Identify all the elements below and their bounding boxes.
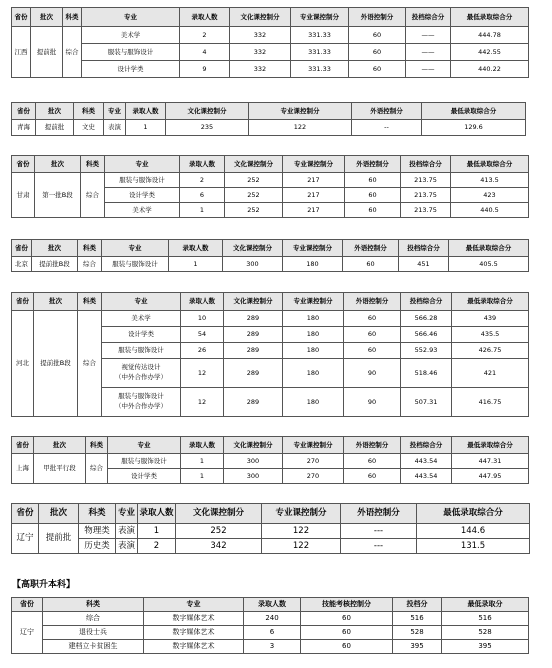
toudang-score-cell: 518.46 xyxy=(401,359,452,388)
header-cell: 批次 xyxy=(39,504,79,524)
header-cell: 专业课控制分 xyxy=(283,156,345,173)
foreign-score-cell: --- xyxy=(341,524,417,539)
min-score-cell: 516 xyxy=(442,612,529,626)
header-cell: 专业 xyxy=(105,156,180,173)
count-cell: 2 xyxy=(180,27,230,44)
header-cell: 投档分 xyxy=(393,598,442,612)
major-cell: 美术学 xyxy=(82,27,180,44)
subject-cell: 物理类 xyxy=(79,524,116,539)
header-cell: 最低录取综合分 xyxy=(451,156,529,173)
header-cell: 录取人数 xyxy=(180,8,230,27)
batch-cell: 提前批 xyxy=(31,27,63,78)
table-higher-vocational-liaoning xyxy=(11,597,529,654)
province-cell: 辽宁 xyxy=(12,612,43,654)
province-cell: 辽宁 xyxy=(12,524,39,554)
count-cell: 6 xyxy=(244,626,301,640)
count-cell: 1 xyxy=(181,454,224,469)
culture-score-cell: 300 xyxy=(223,257,283,272)
header-cell: 投档综合分 xyxy=(406,8,451,27)
major-cell: 服装与服饰设计 xyxy=(105,173,180,188)
culture-score-cell: 289 xyxy=(224,388,283,417)
pro-score-cell: 217 xyxy=(283,203,345,218)
header-cell: 批次 xyxy=(36,103,74,120)
table-row xyxy=(12,61,529,78)
header-cell: 专业 xyxy=(116,504,138,524)
header-cell: 批次 xyxy=(34,293,78,311)
subject-cell: 文史 xyxy=(74,120,104,136)
header-cell: 专业课控制分 xyxy=(283,293,344,311)
count-cell: 1 xyxy=(180,203,225,218)
table-row xyxy=(12,539,530,554)
count-cell: 1 xyxy=(126,120,166,136)
pro-score-cell: 180 xyxy=(283,359,344,388)
major-cell: 数字媒体艺术 xyxy=(144,626,244,640)
pro-score-cell: 180 xyxy=(283,327,344,343)
major-cell: 美术学 xyxy=(105,203,180,218)
toudang-score-cell: 443.54 xyxy=(401,454,452,469)
count-cell: 1 xyxy=(138,524,176,539)
header-cell: 批次 xyxy=(34,437,86,454)
table-qinghai xyxy=(11,102,526,136)
province-cell: 甘肃 xyxy=(12,173,35,218)
batch-cell: 第一批B段 xyxy=(35,173,81,218)
batch-cell: 提前批B段 xyxy=(34,311,78,417)
major-cell: 数字媒体艺术 xyxy=(144,640,244,654)
header-cell: 专业 xyxy=(144,598,244,612)
pro-score-cell: 180 xyxy=(283,311,344,327)
culture-score-cell: 332 xyxy=(230,61,291,78)
min-score-cell: 444.78 xyxy=(451,27,529,44)
culture-score-cell: 332 xyxy=(230,44,291,61)
foreign-score-cell: 60 xyxy=(345,203,401,218)
min-score-cell: 447.95 xyxy=(452,469,529,484)
header-cell: 外语控制分 xyxy=(345,156,401,173)
min-score-cell: 395 xyxy=(442,640,529,654)
batch-cell: 提前批 xyxy=(39,524,79,554)
major-line: 视觉传达设计 xyxy=(121,363,161,372)
table-shanghai xyxy=(11,436,529,484)
toudang-score-cell: 552.93 xyxy=(401,343,452,359)
header-cell: 录取人数 xyxy=(244,598,301,612)
major-cell: 表演 xyxy=(116,539,138,554)
count-cell: 12 xyxy=(181,359,224,388)
pro-score-cell: 217 xyxy=(283,188,345,203)
subject-cell: 退役士兵 xyxy=(43,626,144,640)
header-cell: 外语控制分 xyxy=(344,437,401,454)
count-cell: 3 xyxy=(244,640,301,654)
foreign-score-cell: 60 xyxy=(344,311,401,327)
subject-cell: 综合 xyxy=(81,173,105,218)
culture-score-cell: 289 xyxy=(224,343,283,359)
culture-score-cell: 300 xyxy=(224,454,283,469)
foreign-score-cell: --- xyxy=(341,539,417,554)
skill-score-cell: 60 xyxy=(301,640,393,654)
header-cell: 批次 xyxy=(35,156,81,173)
min-score-cell: 440.22 xyxy=(451,61,529,78)
subject-cell: 历史类 xyxy=(79,539,116,554)
header-cell: 外语控制分 xyxy=(349,8,406,27)
table-row xyxy=(12,612,529,626)
min-score-cell: 129.6 xyxy=(422,120,526,136)
toudang-score-cell: 528 xyxy=(393,626,442,640)
province-cell: 河北 xyxy=(12,311,34,417)
header-cell: 批次 xyxy=(32,240,78,257)
subject-cell: 综合 xyxy=(78,257,102,272)
header-cell: 科类 xyxy=(78,240,102,257)
header-cell: 专业 xyxy=(102,240,169,257)
count-cell: 240 xyxy=(244,612,301,626)
province-cell: 北京 xyxy=(12,257,32,272)
toudang-score-cell: 516 xyxy=(393,612,442,626)
pro-score-cell: 180 xyxy=(283,257,343,272)
table-beijing xyxy=(11,239,529,272)
batch-cell: 提前批 xyxy=(36,120,74,136)
subject-cell: 综合 xyxy=(78,311,102,417)
foreign-score-cell: 60 xyxy=(344,454,401,469)
header-cell: 专业课控制分 xyxy=(283,240,343,257)
pro-score-cell: 122 xyxy=(262,539,341,554)
header-cell: 文化课控制分 xyxy=(225,156,283,173)
header-cell: 录取人数 xyxy=(181,293,224,311)
count-cell: 4 xyxy=(180,44,230,61)
min-score-cell: 405.5 xyxy=(449,257,529,272)
header-cell: 科类 xyxy=(79,504,116,524)
toudang-score-cell: —— xyxy=(406,44,451,61)
min-score-cell: 440.5 xyxy=(451,203,529,218)
min-score-cell: 423 xyxy=(451,188,529,203)
min-score-cell: 447.31 xyxy=(452,454,529,469)
major-cell: 数字媒体艺术 xyxy=(144,612,244,626)
min-score-cell: 413.5 xyxy=(451,173,529,188)
major-cell: 设计学类 xyxy=(102,327,181,343)
header-cell: 文化课控制分 xyxy=(223,240,283,257)
header-cell: 最低录取综合分 xyxy=(417,504,530,524)
count-cell: 12 xyxy=(181,388,224,417)
foreign-score-cell: 60 xyxy=(349,61,406,78)
culture-score-cell: 252 xyxy=(176,524,262,539)
toudang-score-cell: 566.46 xyxy=(401,327,452,343)
header-cell: 专业 xyxy=(108,437,181,454)
major-cell: 美术学 xyxy=(102,311,181,327)
pro-score-cell: 331.33 xyxy=(291,44,349,61)
pro-score-cell: 270 xyxy=(283,469,344,484)
subject-cell: 建档立卡贫困生 xyxy=(43,640,144,654)
culture-score-cell: 289 xyxy=(224,327,283,343)
pro-score-cell: 331.33 xyxy=(291,27,349,44)
culture-score-cell: 235 xyxy=(166,120,249,136)
min-score-cell: 439 xyxy=(452,311,529,327)
foreign-score-cell: 60 xyxy=(344,469,401,484)
foreign-score-cell: 60 xyxy=(344,343,401,359)
min-score-cell: 435.5 xyxy=(452,327,529,343)
major-cell xyxy=(102,388,181,417)
header-cell: 省份 xyxy=(12,504,39,524)
header-cell: 省份 xyxy=(12,103,36,120)
pro-score-cell: 122 xyxy=(262,524,341,539)
header-cell: 专业 xyxy=(102,293,181,311)
table-row xyxy=(12,524,530,539)
header-cell: 录取人数 xyxy=(180,156,225,173)
header-cell: 最低录取分 xyxy=(442,598,529,612)
culture-score-cell: 342 xyxy=(176,539,262,554)
header-cell: 科类 xyxy=(74,103,104,120)
count-cell: 2 xyxy=(138,539,176,554)
pro-score-cell: 180 xyxy=(283,343,344,359)
header-cell: 科类 xyxy=(78,293,102,311)
header-cell: 录取人数 xyxy=(181,437,224,454)
culture-score-cell: 252 xyxy=(225,203,283,218)
header-cell: 文化课控制分 xyxy=(176,504,262,524)
count-cell: 54 xyxy=(181,327,224,343)
major-cell: 服装与服饰设计 xyxy=(102,343,181,359)
culture-score-cell: 252 xyxy=(225,188,283,203)
batch-cell: 甲批平行段 xyxy=(34,454,86,484)
subject-cell: 综合 xyxy=(43,612,144,626)
header-cell: 录取人数 xyxy=(126,103,166,120)
header-cell: 省份 xyxy=(12,598,43,612)
header-cell: 文化课控制分 xyxy=(166,103,249,120)
min-score-cell: 426.75 xyxy=(452,343,529,359)
toudang-score-cell: 213.75 xyxy=(401,173,451,188)
header-cell: 专业课控制分 xyxy=(283,437,344,454)
toudang-score-cell: 443.54 xyxy=(401,469,452,484)
pro-score-cell: 180 xyxy=(283,388,344,417)
major-cell: 表演 xyxy=(116,524,138,539)
min-score-cell: 442.55 xyxy=(451,44,529,61)
header-cell: 最低录取综合分 xyxy=(451,8,529,27)
header-cell: 省份 xyxy=(12,293,34,311)
section-title: 【高职升本科】 xyxy=(12,580,76,590)
table-row xyxy=(12,640,529,654)
toudang-score-cell: —— xyxy=(406,61,451,78)
major-cell: 设计学类 xyxy=(108,469,181,484)
header-cell: 省份 xyxy=(12,437,34,454)
header-cell: 外语控制分 xyxy=(344,293,401,311)
header-cell: 文化课控制分 xyxy=(230,8,291,27)
toudang-score-cell: 395 xyxy=(393,640,442,654)
major-cell: 设计学类 xyxy=(82,61,180,78)
header-cell: 专业课控制分 xyxy=(249,103,352,120)
header-cell: 最低录取综合分 xyxy=(452,293,529,311)
min-score-cell: 131.5 xyxy=(417,539,530,554)
header-cell: 专业 xyxy=(104,103,126,120)
pro-score-cell: 217 xyxy=(283,173,345,188)
subject-cell: 综合 xyxy=(86,454,108,484)
toudang-score-cell: 566.28 xyxy=(401,311,452,327)
foreign-score-cell: -- xyxy=(352,120,422,136)
header-cell: 录取人数 xyxy=(169,240,223,257)
count-cell: 1 xyxy=(181,469,224,484)
major-cell: 表演 xyxy=(104,120,126,136)
skill-score-cell: 60 xyxy=(301,612,393,626)
major-cell: 服装与服饰设计 xyxy=(82,44,180,61)
foreign-score-cell: 60 xyxy=(349,27,406,44)
header-cell: 外语控制分 xyxy=(341,504,417,524)
province-cell: 江西 xyxy=(12,27,31,78)
header-cell: 科类 xyxy=(63,8,82,27)
province-cell: 青海 xyxy=(12,120,36,136)
toudang-score-cell: 213.75 xyxy=(401,203,451,218)
toudang-score-cell: 451 xyxy=(399,257,449,272)
foreign-score-cell: 90 xyxy=(344,359,401,388)
header-cell: 省份 xyxy=(12,240,32,257)
count-cell: 1 xyxy=(169,257,223,272)
count-cell: 10 xyxy=(181,311,224,327)
header-cell: 科类 xyxy=(81,156,105,173)
toudang-score-cell: 213.75 xyxy=(401,188,451,203)
count-cell: 6 xyxy=(180,188,225,203)
min-score-cell: 416.75 xyxy=(452,388,529,417)
foreign-score-cell: 60 xyxy=(345,173,401,188)
header-cell: 省份 xyxy=(12,156,35,173)
min-score-cell: 144.6 xyxy=(417,524,530,539)
header-cell: 专业课控制分 xyxy=(262,504,341,524)
culture-score-cell: 252 xyxy=(225,173,283,188)
table-row xyxy=(12,120,526,136)
foreign-score-cell: 60 xyxy=(343,257,399,272)
header-cell: 最低录取综合分 xyxy=(422,103,526,120)
header-cell: 外语控制分 xyxy=(352,103,422,120)
header-cell: 投档综合分 xyxy=(399,240,449,257)
major-note: （中外合作办学） xyxy=(115,373,167,381)
header-cell: 文化课控制分 xyxy=(224,293,283,311)
major-note: （中外合作办学） xyxy=(115,402,167,410)
table-gansu xyxy=(11,155,529,218)
header-cell: 专业 xyxy=(82,8,180,27)
header-cell: 省份 xyxy=(12,8,31,27)
header-cell: 最低录取综合分 xyxy=(449,240,529,257)
min-score-cell: 528 xyxy=(442,626,529,640)
foreign-score-cell: 60 xyxy=(344,327,401,343)
table-row xyxy=(12,454,529,469)
batch-cell: 提前批B段 xyxy=(32,257,78,272)
subject-cell: 综合 xyxy=(63,27,82,78)
foreign-score-cell: 90 xyxy=(344,388,401,417)
header-cell: 科类 xyxy=(43,598,144,612)
table-row xyxy=(12,626,529,640)
header-cell: 最低录取综合分 xyxy=(452,437,529,454)
major-cell xyxy=(102,359,181,388)
table-row xyxy=(12,311,529,327)
header-cell: 投档综合分 xyxy=(401,293,452,311)
header-cell: 专业课控制分 xyxy=(291,8,349,27)
culture-score-cell: 289 xyxy=(224,359,283,388)
table-row xyxy=(12,27,529,44)
header-cell: 录取人数 xyxy=(138,504,176,524)
skill-score-cell: 60 xyxy=(301,626,393,640)
pro-score-cell: 122 xyxy=(249,120,352,136)
count-cell: 9 xyxy=(180,61,230,78)
header-cell: 文化课控制分 xyxy=(224,437,283,454)
toudang-score-cell: 507.31 xyxy=(401,388,452,417)
count-cell: 2 xyxy=(180,173,225,188)
table-row xyxy=(12,257,529,272)
header-cell: 批次 xyxy=(31,8,63,27)
header-cell: 投档综合分 xyxy=(401,156,451,173)
header-cell: 外语控制分 xyxy=(343,240,399,257)
table-row xyxy=(12,173,529,188)
header-cell: 投档综合分 xyxy=(401,437,452,454)
header-cell: 科类 xyxy=(86,437,108,454)
pro-score-cell: 331.33 xyxy=(291,61,349,78)
table-row xyxy=(12,44,529,61)
major-cell: 设计学类 xyxy=(105,188,180,203)
count-cell: 26 xyxy=(181,343,224,359)
foreign-score-cell: 60 xyxy=(349,44,406,61)
toudang-score-cell: —— xyxy=(406,27,451,44)
min-score-cell: 421 xyxy=(452,359,529,388)
culture-score-cell: 300 xyxy=(224,469,283,484)
major-line: 服装与服饰设计 xyxy=(118,392,164,401)
foreign-score-cell: 60 xyxy=(345,188,401,203)
province-cell: 上海 xyxy=(12,454,34,484)
table-liaoning xyxy=(11,503,530,554)
culture-score-cell: 289 xyxy=(224,311,283,327)
table-hebei xyxy=(11,292,529,417)
culture-score-cell: 332 xyxy=(230,27,291,44)
major-cell: 服装与服饰设计 xyxy=(102,257,169,272)
table-jiangxi xyxy=(11,7,529,78)
pro-score-cell: 270 xyxy=(283,454,344,469)
header-cell: 技能考核控制分 xyxy=(301,598,393,612)
major-cell: 服装与服饰设计 xyxy=(108,454,181,469)
